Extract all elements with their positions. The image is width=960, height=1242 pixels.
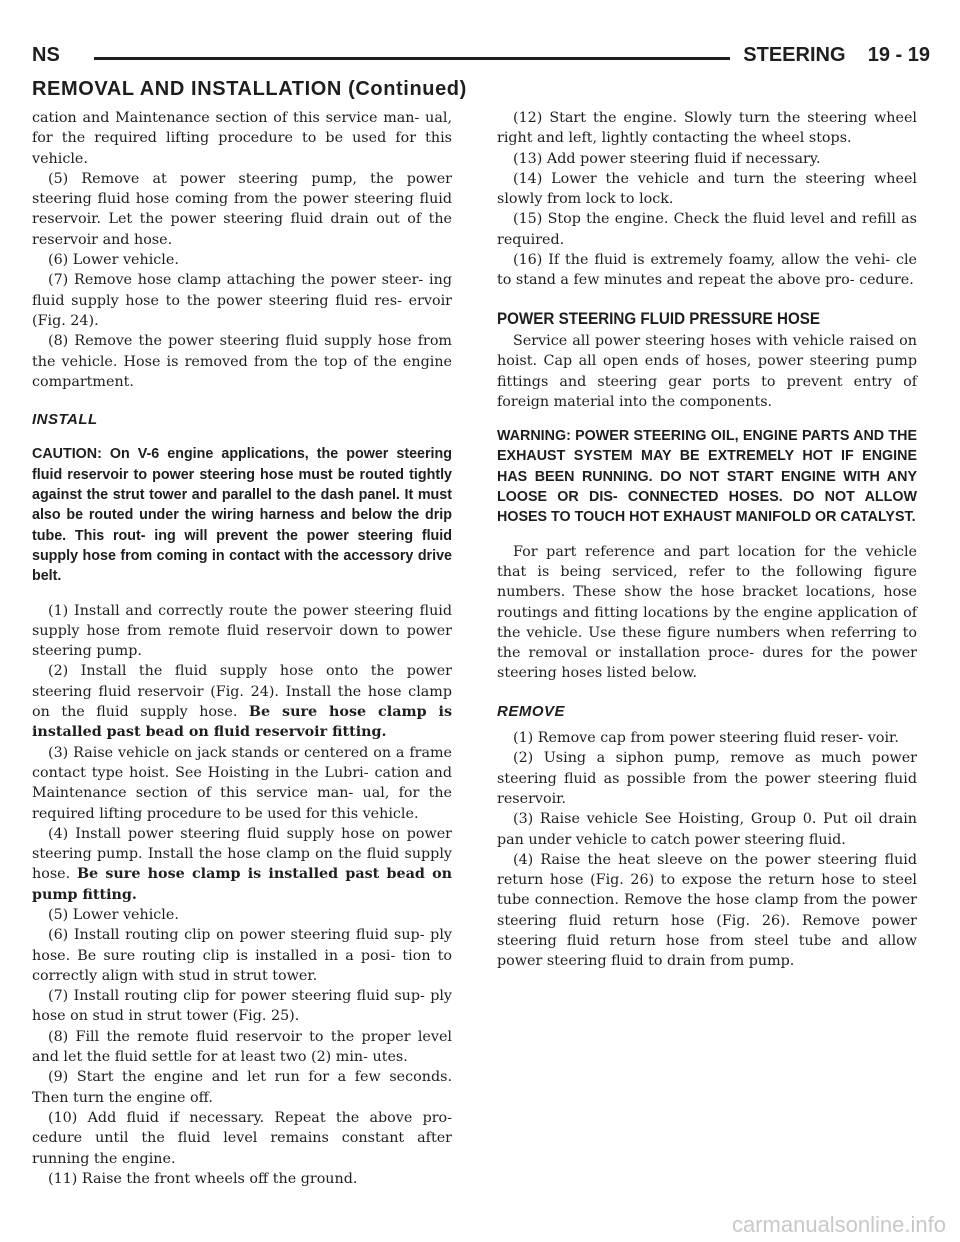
warning-note: WARNING: POWER STEERING OIL, ENGINE PARTS AND THE EXHAUST SYSTEM MAY BE EXTREMELY HOT IF ENGINE HAS BEEN RUNNING. DO NOT START ENGINE WITH ANY LOOSE OR DIS- CONNECTED HOSES. DO NOT ALLOW HOSES TO TOUCH HOT EXHAUST MANIFOLD OR CATALYST. [497,428,917,526]
remove-heading: REMOVE [497,702,566,720]
paragraph: Service all power steering hoses with vehicle raised on hoist. Cap all open ends of hoses, power steering pump fittings and steering gear ports to prevent entry of foreign material into the components. [497,332,917,410]
install-heading: INSTALL [32,411,98,429]
step [32,824,452,905]
step: (12) Start the engine. Slowly turn the steering wheel right and left, lightly contacting the wheel stops. [497,110,917,147]
paragraph: cation and Maintenance section of this service man- ual, for the required lifting procedure to be used for this vehicle. [32,110,452,167]
step: (7) Remove hose clamp attaching the power steer- ing fluid supply hose to the power steering fluid res- ervoir (Fig. 24). [32,272,452,329]
caution-note: CAUTION: On V-6 engine applications, the power steering fluid reservoir to power steering hose must be routed tightly against the strut tower and parallel to the dash panel. It must also be routed under the wiring harness and below the drip tube. This rout- ing will prevent the power steering fluid supply hose from coming in contact with the accessory drive belt. [32,446,452,585]
header-rule [94,57,730,60]
manual-code: NS [32,44,60,66]
step: (1) Install and correctly route the power steering fluid supply hose from remote fluid reservoir down to power steering pump. [32,602,452,660]
step-text: (2) Install the fluid supply hose onto the power steering fluid reservoir (Fig. 24). Install the hose clamp on the fluid supply hose. [32,663,452,721]
section-title: REMOVAL AND INSTALLATION (Continued) [32,78,467,100]
step: (6) Lower vehicle. [48,252,179,269]
step: (11) Raise the front wheels off the ground. [48,1170,358,1187]
step: (16) If the fluid is extremely foamy, allow the vehi- cle to stand a few minutes and repeat the above pro- cedure. [497,252,917,289]
step-emphasis: Be sure hose clamp is installed past bead on fluid reservoir fitting. [32,704,453,741]
step: (8) Fill the remote fluid reservoir to the proper level and let the fluid settle for at least two (2) min- utes. [32,1028,452,1066]
step: (15) Stop the engine. Check the fluid level and refill as required. [497,211,917,248]
left-column [32,108,452,1189]
step: (9) Start the engine and let run for a few seconds. Then turn the engine off. [32,1069,452,1106]
step-emphasis: Be sure hose clamp is installed past bead on pump fitting. [32,866,452,903]
step: (13) Add power steering fluid if necessary. [513,150,821,167]
page-header [32,44,930,72]
watermark: carmanualsonline.info [731,1212,946,1237]
step: (2) Using a siphon pump, remove as much power steering fluid as possible from the power steering fluid reservoir. [497,750,917,807]
step: (10) Add fluid if necessary. Repeat the above pro- cedure until the fluid level remains constant after running the engine. [32,1109,452,1167]
step: (3) Raise vehicle See Hoisting, Group 0. Put oil drain pan under vehicle to catch power steering fluid. [497,811,917,848]
step: (14) Lower the vehicle and turn the steering wheel slowly from lock to lock. [497,170,917,208]
right-column [497,108,917,972]
step: (5) Lower vehicle. [48,906,179,923]
step: (3) Raise vehicle on jack stands or centered on a frame contact type hoist. See Hoisting in the Lubri- cation and Maintenance section of this service man- ual, for the required lifting procedure to be used for this vehicle. [32,744,452,822]
pressure-hose-heading: POWER STEERING FLUID PRESSURE HOSE [497,309,821,328]
step [32,661,452,742]
step: (1) Remove cap from power steering fluid reser- voir. [513,730,899,747]
paragraph: For part reference and part location for the vehicle that is being serviced, refer to the following figure numbers. These show the hose bracket locations, hose routings and fitting locations by the engine application of the vehicle. Use these figure numbers when referring to the removal or installation proce- dures for the power steering hoses listed below. [497,543,917,682]
step: (4) Raise the heat sleeve on the power steering fluid return hose (Fig. 26) to expose the return hose to steel tube connection. Remove the hose clamp from the power steering fluid return hose (Fig. 26). Remove power steering fluid return hose from steel tube and allow power steering fluid to drain from pump. [497,851,917,970]
step: (5) Remove at power steering pump, the power steering fluid hose coming from the power steering fluid reservoir. Let the power steering fluid drain out of the reservoir and hose. [32,170,452,248]
step: (7) Install routing clip for power steering fluid sup- ply hose on stud in strut tower (Fig. 25). [32,988,452,1025]
step-text: (4) Install power steering fluid supply hose on power steering pump. Install the hose clamp on the fluid supply hose. [32,825,452,883]
chapter-page-number: STEERING 19 - 19 [743,44,930,66]
step: (8) Remove the power steering fluid supply hose from the vehicle. Hose is removed from the top of the engine compartment. [32,333,452,390]
step: (6) Install routing clip on power steering fluid sup- ply hose. Be sure routing clip is installed in a posi- tion to correctly align with stud in strut tower. [32,927,452,984]
